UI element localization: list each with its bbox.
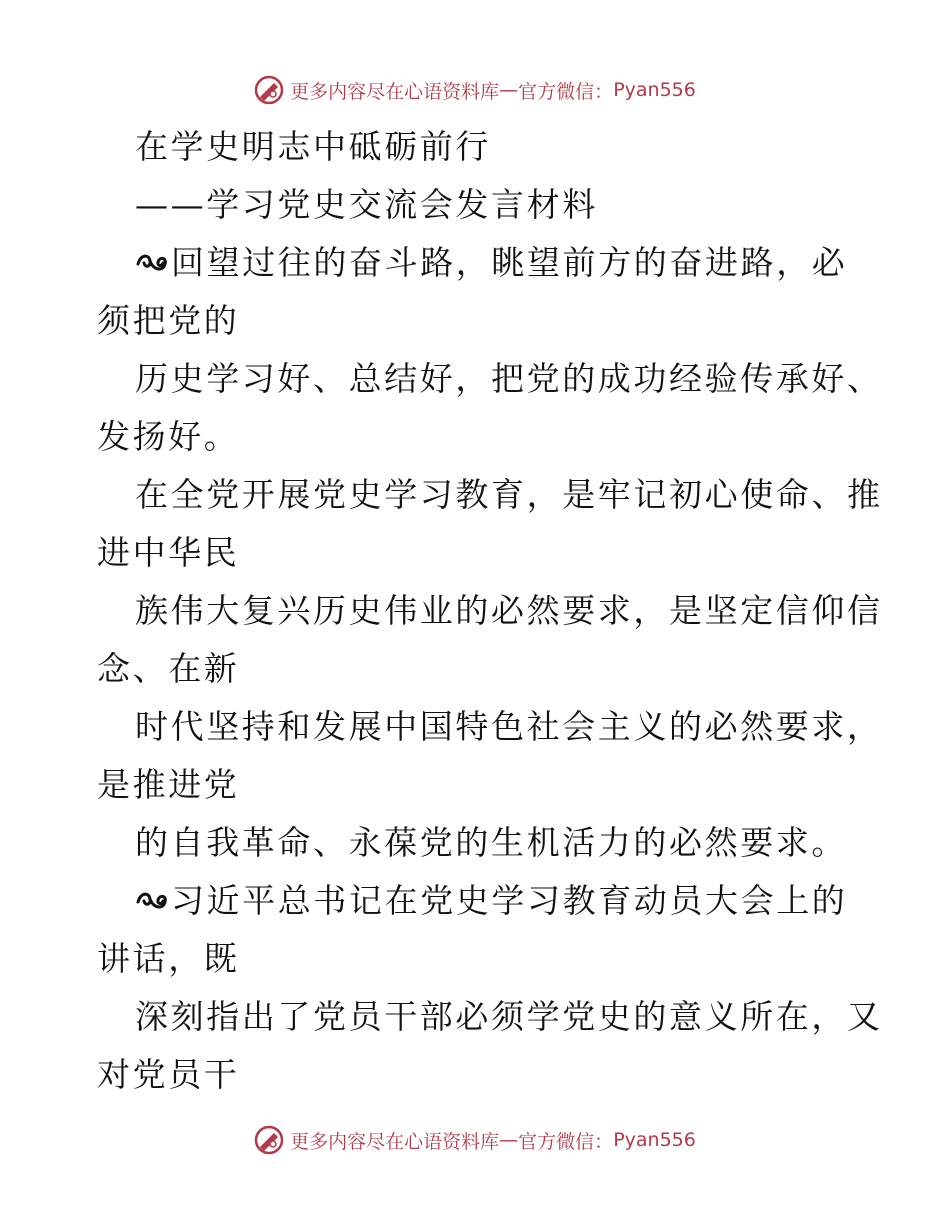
paragraph-line: 念、在新 (97, 649, 240, 688)
footer-banner (0, 1120, 950, 1160)
pen-logo-icon (254, 75, 284, 105)
paragraph-line: 进中华民 (97, 533, 240, 572)
paragraph-line: 对党员干 (97, 1055, 240, 1094)
banner-separator: — (499, 79, 519, 101)
document-title: 在学史明志中砥砺前行 (135, 127, 491, 166)
line-text: 回望过往的奋斗路，眺望前方的奋进路，必 (171, 243, 848, 282)
banner-wechat-id: Pyan556 (613, 1129, 696, 1151)
document-subtitle: ——学习党史交流会发言材料 (135, 185, 598, 224)
paragraph-line: 深刻指出了党员干部必须学党史的意义所在，又 (135, 997, 883, 1036)
paragraph-line: 是推进党 (97, 765, 240, 804)
paragraph-line: 发扬好。 (97, 417, 240, 456)
paragraph-line (97, 872, 857, 930)
paragraph-line (97, 234, 857, 292)
banner-wechat-id: Pyan556 (613, 79, 696, 101)
pen-logo-icon (254, 1125, 284, 1155)
paragraph-line: 族伟大复兴历史伟业的必然要求，是坚定信仰信 (135, 591, 883, 630)
banner-text: 更多内容尽在心语资料库 (290, 80, 500, 103)
paragraph-line: 须把党的 (97, 301, 240, 340)
document-body (97, 118, 883, 1104)
banner-separator: — (499, 1129, 519, 1151)
banner-text: 更多内容尽在心语资料库 (290, 1130, 500, 1153)
paragraph-line: 讲话，既 (97, 939, 240, 978)
paragraph-line: 历史学习好、总结好，把党的成功经验传承好、 (135, 359, 883, 398)
swirl-bullet-icon (135, 250, 171, 274)
header-banner (0, 70, 950, 110)
paragraph-line: 的自我革命、永葆党的生机活力的必然要求。 (135, 823, 847, 862)
line-text: 习近平总书记在党史学习教育动员大会上的 (171, 881, 848, 920)
banner-wechat-label: 官方微信： (518, 1130, 614, 1153)
paragraph-line: 时代坚持和发展中国特色社会主义的必然要求， (135, 707, 883, 746)
banner-wechat-label: 官方微信： (518, 80, 614, 103)
swirl-bullet-icon (135, 888, 171, 912)
paragraph-line: 在全党开展党史学习教育，是牢记初心使命、推 (135, 475, 883, 514)
